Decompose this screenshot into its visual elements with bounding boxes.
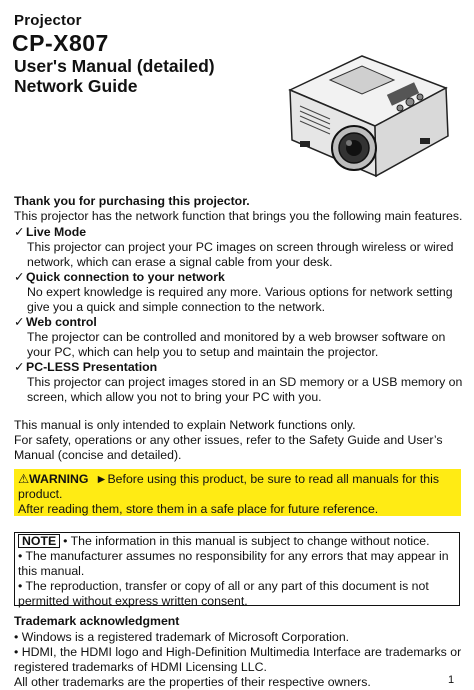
- trademark-item: • Windows is a registered trademark of Microsoft Corporation.: [14, 630, 350, 644]
- feature-list: [14, 225, 466, 405]
- scope-line-2: For safety, operations or any other issues, refer to the Safety Guide and User’s Manual (concise and detailed).: [14, 433, 443, 462]
- feature-item: [14, 315, 466, 360]
- trademark-list: [14, 630, 464, 690]
- feature-item: [14, 360, 466, 405]
- feature-description: This projector can project your PC images on screen through wireless or wired network, which can erase a signal cable from your desk.: [27, 240, 454, 269]
- manual-title: User's Manual (detailed): [14, 56, 215, 76]
- projector-illustration: [270, 48, 455, 196]
- checkmark-icon: ✓: [14, 270, 25, 284]
- scope-section: [14, 418, 464, 463]
- feature-title: Web control: [26, 315, 97, 329]
- warning-box: [14, 469, 461, 516]
- checkmark-icon: ✓: [14, 225, 25, 239]
- feature-description: No expert knowledge is required any more. Various options for network setting give you a quick and simple connection to the network.: [27, 285, 453, 314]
- model-title: CP-X807: [12, 30, 109, 56]
- feature-title: Quick connection to your network: [26, 270, 225, 284]
- trademark-item: All other trademarks are the properties of their respective owners.: [14, 675, 371, 689]
- feature-item: [14, 225, 466, 270]
- guide-title: Network Guide: [14, 76, 138, 96]
- checkmark-icon: ✓: [14, 315, 25, 329]
- intro-section: [14, 194, 464, 224]
- page-number: 1: [448, 674, 455, 686]
- warning-text-1: ►Before using this product, be sure to read all manuals for this product.: [18, 472, 439, 501]
- scope-line-1: This manual is only intended to explain Network functions only.: [14, 418, 356, 432]
- note-item: • The information in this manual is subject to change without notice.: [63, 534, 430, 548]
- intro-line: This projector has the network function that brings you the following main features.: [14, 209, 463, 223]
- product-type-label: Projector: [14, 12, 82, 29]
- warning-label: [18, 472, 88, 486]
- intro-thanks: Thank you for purchasing this projector.: [14, 194, 250, 208]
- feature-title: Live Mode: [26, 225, 87, 239]
- warning-text-2: After reading them, store them in a safe place for future reference.: [18, 502, 379, 516]
- feature-item: [14, 270, 466, 315]
- feature-description: The projector can be controlled and monitored by a web browser software on your PC, which can help you to setup and maintain the projector.: [27, 330, 446, 359]
- warning-triangle-icon: ⚠: [18, 472, 30, 486]
- warning-label-text: WARNING: [29, 472, 89, 486]
- feature-title: PC-LESS Presentation: [26, 360, 158, 374]
- note-item: • The reproduction, transfer or copy of all or any part of this document is not permitted without express written consent.: [18, 579, 429, 608]
- note-label: NOTE: [18, 534, 60, 548]
- trademark-title: Trademark acknowledgment: [14, 614, 180, 628]
- note-item: • The manufacturer assumes no responsibility for any errors that may appear in this manual.: [18, 549, 449, 578]
- trademark-item: • HDMI, the HDMI logo and High-Definition Multimedia Interface are trademarks or registered trademarks of HDMI Licensing LLC.: [14, 645, 462, 674]
- feature-description: This projector can project images stored in an SD memory or a USB memory on screen, which allow you not to bring your PC with you.: [27, 375, 463, 404]
- note-box: [14, 532, 460, 606]
- checkmark-icon: ✓: [14, 360, 25, 374]
